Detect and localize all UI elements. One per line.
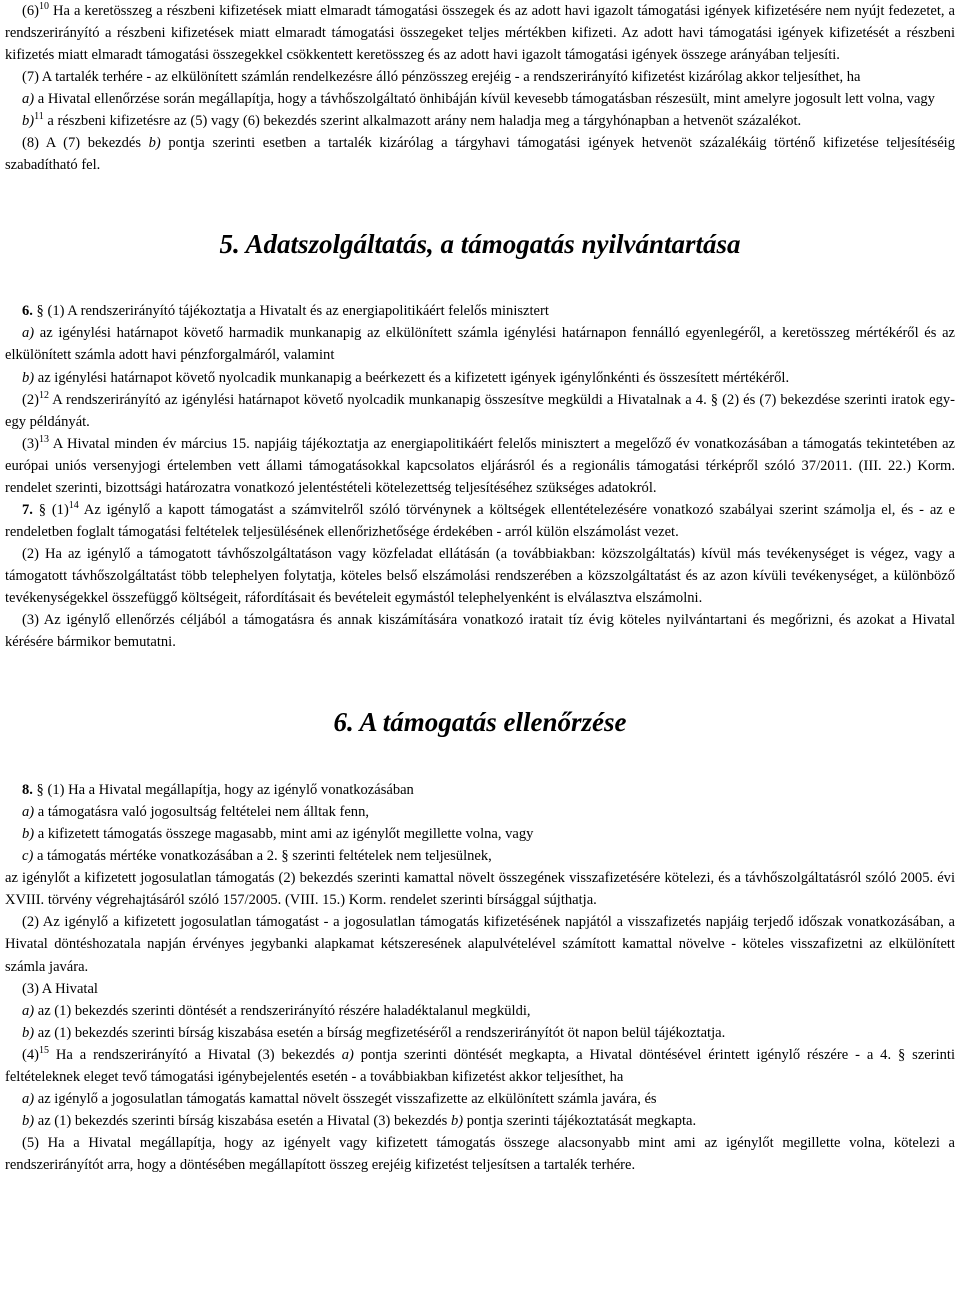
footnote-ref-15[interactable]: 15 xyxy=(38,1044,49,1056)
item-text: a Hivatal ellenőrzése során megállapítja, hogy a távhőszolgáltató önhibáján kívül kevesebb támogatásban részesült, mint amelyre jogosult lett volna, vagy xyxy=(34,91,935,108)
section-8-paragraph-4 xyxy=(5,1044,955,1088)
item-text: az (1) bekezdés szerinti döntését a rendszerirányító részére haladéktalanul megküldi, xyxy=(34,1002,531,1019)
paragraph-text: Az igénylő a kapott támogatást a számvitelről szóló törvénynek a költségek ellentételezésére vonatkozó szabályai szerint számolja el, és - az e rendeletben foglalt támogatási feltételek teljesülésének ellenőrizhetősége érdekében - arról külön elszámolást vezet. xyxy=(5,501,955,540)
item-text: a támogatásra való jogosultság feltételei nem álltak fenn, xyxy=(34,804,369,821)
paragraph-7-a xyxy=(5,88,955,110)
section-number: 7. xyxy=(22,501,33,518)
section-8-item-b xyxy=(5,823,955,845)
paragraph-text: pontja szerinti döntését megkapta, a Hivatal döntésével érintett igénylő részére - a 4. § szerinti feltételeknek eleget tevő támogatási igénybejelentés esetén - a továbbiakban kifizetést akkor teljesíthet, ha xyxy=(5,1046,955,1085)
item-text: a részbeni kifizetésre az (5) vagy (6) bekezdés szerint alkalmazott arány nem haladja meg a tárgyhónapban a hetvenöt százalékot. xyxy=(43,113,802,130)
item-label: a) xyxy=(22,1090,35,1107)
paragraph-number: (3) xyxy=(22,435,39,452)
footnote-ref-12[interactable]: 12 xyxy=(38,389,49,401)
item-label: a) xyxy=(22,804,35,821)
section-7-paragraph-3: (3) Az igénylő ellenőrzés céljából a támogatásra és annak kiszámítására vonatkozó iratait tíz évig köteles nyilvántartani és megőrizni, és azokat a Hivatal kérésére bármikor bemutatni. xyxy=(5,612,955,651)
section-6-item-b xyxy=(5,367,955,389)
item-label: a) xyxy=(22,325,35,342)
section-5-heading-wrap xyxy=(5,176,955,300)
item-label: b) xyxy=(22,1024,35,1041)
section-8-paragraph-3-item-a xyxy=(5,1000,955,1022)
paragraph-text: § (1) xyxy=(32,501,69,518)
section-8-item-c xyxy=(5,845,955,867)
section-8-paragraph-1 xyxy=(5,779,955,801)
section-number: 6. xyxy=(22,303,33,320)
item-label: b) xyxy=(22,113,35,130)
item-text: az igénylési határnapot követő harmadik munkanapig az elkülönített számla igénylési határnapon fennálló egyenlegéről, a keretösszeg mértékéről és az elkülönített számla adott havi pénzforgalmáról, valamint xyxy=(5,325,955,364)
item-text: az igénylési határnapot követő nyolcadik munkanapig a beérkezett és a kifizetett igények igénylőnkénti és összesített mértékéről. xyxy=(34,369,790,386)
section-8-continuation: az igénylőt a kifizetett jogosulatlan támogatás (2) bekezdés szerinti kamattal növelt összegének visszafizetésére kötelezi, és a távhőszolgáltatásról szóló 2005. évi XVIII. törvény végrehajtásáról szóló 157/2005. (VIII. 15.) Korm. rendelet szerinti bírsággal sújthatja. xyxy=(5,870,955,909)
section-8-paragraph-4-item-b xyxy=(5,1110,955,1132)
item-label: b) xyxy=(22,369,35,386)
item-label: c) xyxy=(22,848,34,865)
section-8-paragraph-3-item-b xyxy=(5,1022,955,1044)
section-7-paragraph-1 xyxy=(5,499,955,543)
item-label: a) xyxy=(22,1002,35,1019)
item-text: az (1) bekezdés szerinti bírság kiszabása esetén a bírság megfizetéséről a rendszerirányítót öt napon belül tájékoztatja. xyxy=(34,1024,726,1041)
section-8-paragraph-3: (3) A Hivatal xyxy=(22,980,98,997)
paragraph-number: (4) xyxy=(22,1046,39,1063)
footnote-ref-14[interactable]: 14 xyxy=(68,499,79,511)
footnote-ref-11[interactable]: 11 xyxy=(34,111,44,123)
section-8-paragraph-5: (5) Ha a Hivatal megállapítja, hogy az igényelt vagy kifizetett támogatás összege alacsonyabb mint ami az igénylőt megillette volna, kötelezi a rendszerirányítót arra, hogy a döntésében megállapított összeg erejéig kifizetést teljesítsen a tartalék terhére. xyxy=(5,1134,955,1173)
item-text: pontja szerinti tájékoztatását megkapta. xyxy=(463,1112,697,1129)
paragraph-text: § (1) Ha a Hivatal megállapítja, hogy az igénylő vonatkozásában xyxy=(32,782,414,799)
section-6-heading: 6. A támogatás ellenőrzése xyxy=(333,707,627,738)
item-ref: b) xyxy=(450,1112,464,1129)
item-ref: b) xyxy=(148,135,161,152)
paragraph-text: (8) A (7) bekezdés xyxy=(22,135,149,152)
section-8-paragraph-4-item-a xyxy=(5,1088,955,1110)
paragraph-7-b xyxy=(5,110,955,132)
paragraph-text: A Hivatal minden év március 15. napjáig tájékoztatja az energiapolitikáért felelős minisztert a megelőző év vonatkozásában a támogatás tekintetében az európai uniós versenyjogi értelemben vett állami támogatásokkal kapcsolatos eljárásról és a regionális támogatási térképről szóló 37/2011. (III. 22.) Korm. rendelet szerinti, bizottsági határozatra vonatkozó jelentéstételi kötelezettség teljesítéséhez szükséges adatokról. xyxy=(5,435,955,496)
section-6-item-a xyxy=(5,322,955,366)
item-label: b) xyxy=(22,826,35,843)
item-label: b) xyxy=(22,1112,35,1129)
paragraph-text: § (1) A rendszerirányító tájékoztatja a Hivatalt és az energiapolitikáért felelős minisztert xyxy=(32,303,549,320)
section-number: 8. xyxy=(22,782,33,799)
item-text: az (1) bekezdés szerinti bírság kiszabása esetén a Hivatal (3) bekezdés xyxy=(34,1112,451,1129)
paragraph-6-10 xyxy=(5,0,955,66)
section-6-paragraph-3 xyxy=(5,433,955,499)
paragraph-7: (7) A tartalék terhére - az elkülönített számlán rendelkezésre álló pénzösszeg erejéig - a rendszerirányító kifizetést kizárólag akkor teljesíthet, ha xyxy=(22,69,861,86)
paragraph-text: A rendszerirányító az igénylési határnapot követő nyolcadik munkanapig összesítve megküldi a Hivatalnak a 4. § (2) és (7) bekezdése szerinti iratok egy-egy példányát. xyxy=(5,391,955,430)
section-8-paragraph-2: (2) Az igénylő a kifizetett jogosulatlan támogatást - a jogosulatlan támogatás kifizetésének napjától a visszafizetés napjáig terjedő időszak vonatkozásában, a Hivatal döntéshozatala napján érvényes jegybanki alapkamat kétszeresének alapulvételével számított kamattal növelve - köteles visszafizetni az elkülönített számla javára. xyxy=(5,914,955,975)
section-7-paragraph-2: (2) Ha az igénylő a támogatott távhőszolgáltatáson vagy közfeladat ellátásán (a továbbiakban: közszolgáltatás) kívül más tevékenységet is végez, vagy a támogatott távhőszolgáltatást több telephelyen folytatja, köteles belső elszámolási rendszerében a közszolgáltatást és az azon kívüli tevékenységet, a különböző tevékenységekkel összefüggő költségeit, ráfordításait és bevételeit egymástól telephelyenként is elválasztva elszámolni. xyxy=(5,545,955,606)
paragraph-text: Ha a rendszerirányító a Hivatal (3) bekezdés xyxy=(48,1046,342,1063)
section-8-item-a xyxy=(5,801,955,823)
section-6-heading-wrap xyxy=(5,653,955,779)
item-text: a támogatás mértéke vonatkozásában a 2. § szerinti feltételek nem teljesülnek, xyxy=(33,848,492,865)
footnote-ref-13[interactable]: 13 xyxy=(38,433,49,445)
item-label: a) xyxy=(22,91,35,108)
item-text: a kifizetett támogatás összege magasabb, mint ami az igénylőt megillette volna, vagy xyxy=(34,826,534,843)
paragraph-number: (2) xyxy=(22,391,39,408)
paragraph-8 xyxy=(5,132,955,176)
paragraph-number: (6) xyxy=(22,3,39,19)
section-6-paragraph-2 xyxy=(5,389,955,433)
section-6-paragraph-1 xyxy=(5,300,955,322)
section-5-heading: 5. Adatszolgáltatás, a támogatás nyilvántartása xyxy=(219,229,741,260)
footnote-ref-10[interactable]: 10 xyxy=(38,1,49,12)
paragraph-text: pontja szerinti esetben a tartalék kizárólag a tárgyhavi támogatási igények hetvenöt százalékáig történő kifizetése teljesítéséig szabadítható fel. xyxy=(5,135,955,174)
paragraph-text: Ha a keretösszeg a részbeni kifizetések miatt elmaradt támogatási összegek és az adott havi igazolt támogatási igények kifizetésére nem nyújt fedezetet, a rendszerirányító a részbeni kifizetések miatt elmaradt támogatási összegeket teljes mértékben kifizeti. Az adott havi támogatási igények kifizetését a részbeni kifizetés miatt elmaradt támogatási összegekkel csökkentett keretösszeg és az adott havi igazolt támogatási igények összege arányában teljesíti. xyxy=(5,3,955,64)
item-text: az igénylő a jogosulatlan támogatás kamattal növelt összegét visszafizette az elkülönített számla javára, és xyxy=(34,1090,657,1107)
item-ref: a) xyxy=(341,1046,354,1063)
